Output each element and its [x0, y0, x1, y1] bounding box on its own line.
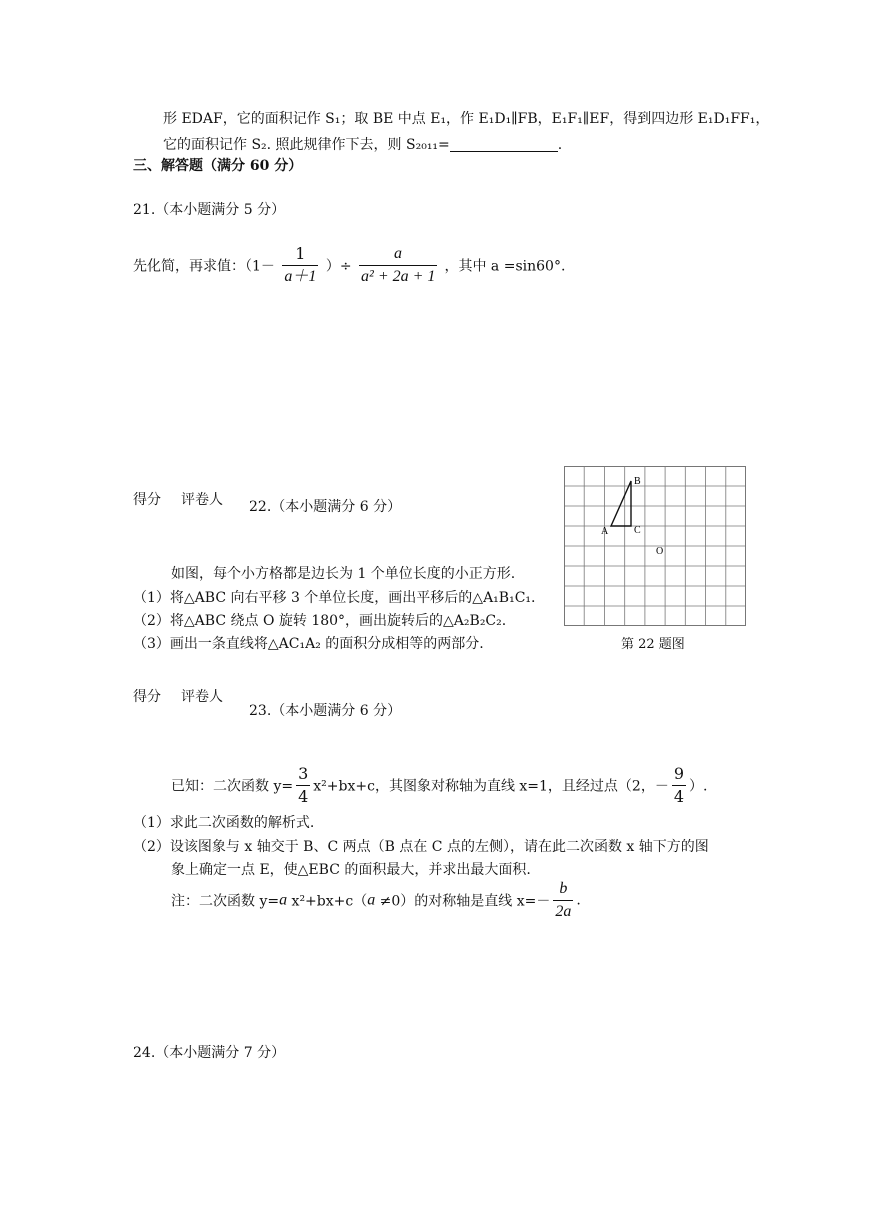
prev-line-2 [163, 134, 562, 154]
q21-header: 21.（本小题满分 5 分） [133, 202, 286, 218]
grid-diagram [564, 466, 746, 626]
prev-line-2-text: 它的面积记作 S₂. 照此规律作下去，则 S₂₀₁₁= [163, 137, 450, 153]
q23-frac2-den: 4 [673, 787, 685, 806]
section-heading: 三、解答题（满分 60 分） [133, 158, 303, 174]
q23-part2-line1: （2）设该图象与 x 轴交于 B、C 两点（B 点在 C 点的左侧），请在此二次函数 x 轴下方的图 [133, 839, 709, 855]
q21-frac2 [359, 243, 437, 288]
q23-frac2 [672, 763, 686, 808]
q22-grader-label: 评卷人 [181, 492, 223, 508]
q23-known-b: x²+bx+c，其图象对称轴为直线 x=1，且经过点（2，－ [313, 778, 669, 795]
q21-intro: 先化简，再求值：（1－ [133, 258, 275, 275]
q22-part3: （3）画出一条直线将△AC₁A₂ 的面积分成相等的两部分. [133, 636, 484, 652]
q23-header: 23.（本小题满分 6 分） [249, 703, 402, 719]
q23-note-a: 注：二次函数 y= [171, 893, 280, 910]
label-a: A [601, 526, 609, 537]
q21-frac1 [282, 243, 318, 288]
q23-note [171, 878, 581, 923]
q21-frac1-den: a＋1 [284, 268, 317, 285]
triangle-abc [611, 481, 631, 526]
q23-note-frac [553, 878, 573, 923]
q21-expression [133, 243, 565, 288]
q21-mid: ）÷ [325, 258, 352, 275]
q23-frac-num: 3 [296, 763, 310, 786]
q23-part1: （1）求此二次函数的解析式. [133, 815, 315, 831]
q23-frac [296, 763, 310, 808]
q23-grader-label: 评卷人 [181, 689, 223, 705]
answer-blank [450, 137, 558, 152]
prev-line-1: 形 EDAF，它的面积记作 S₁；取 BE 中点 E₁，作 E₁D₁∥FB，E₁F₁∥EF，得到四边形 E₁D₁FF₁， [163, 111, 770, 127]
q21-tail: ，其中 a =sin60°. [444, 258, 566, 275]
q23-note-frac-den: 2a [555, 903, 572, 920]
q23-note-end: . [576, 892, 581, 909]
q23-known-c: ）. [689, 778, 708, 795]
q22-part1: （1）将△ABC 向右平移 3 个单位长度，画出平移后的△A₁B₁C₁. [133, 590, 536, 606]
q21-frac2-den: a² + 2a + 1 [361, 268, 436, 285]
label-b: B [634, 476, 641, 487]
q23-note-frac-num: b [553, 878, 573, 901]
q23-note-c: ≠0）的对称轴是直线 x=－ [379, 893, 551, 910]
q23-frac-den: 4 [298, 787, 309, 806]
q23-note-var-a: a [279, 891, 288, 909]
q22-header: 22.（本小题满分 6 分） [249, 499, 402, 515]
q23-known [171, 763, 707, 808]
label-c: C [634, 525, 641, 536]
q22-score-label: 得分 [133, 492, 161, 508]
q22-intro: 如图，每个小方格都是边长为 1 个单位长度的小正方形. [171, 566, 516, 582]
prev-line-2-end: . [557, 137, 563, 153]
q21-frac2-num: a [359, 243, 437, 266]
q23-note-b: x²+bx+c（ [291, 893, 368, 910]
q23-frac2-num: 9 [672, 763, 686, 786]
q22-caption: 第 22 题图 [621, 637, 685, 652]
q24-header: 24.（本小题满分 7 分） [133, 1045, 286, 1061]
q22-figure [564, 466, 746, 626]
q21-frac1-num: 1 [282, 243, 318, 266]
label-o: O [656, 546, 664, 557]
q23-part2-line2: 象上确定一点 E，使△EBC 的面积最大，并求出最大面积. [171, 862, 531, 878]
q23-score-label: 得分 [133, 689, 161, 705]
q23-note-var-a2: a [367, 891, 376, 909]
q22-part2: （2）将△ABC 绕点 O 旋转 180°，画出旋转后的△A₂B₂C₂. [133, 613, 507, 629]
q23-known-a: 已知：二次函数 y= [171, 778, 294, 795]
grid-lines [564, 466, 746, 626]
